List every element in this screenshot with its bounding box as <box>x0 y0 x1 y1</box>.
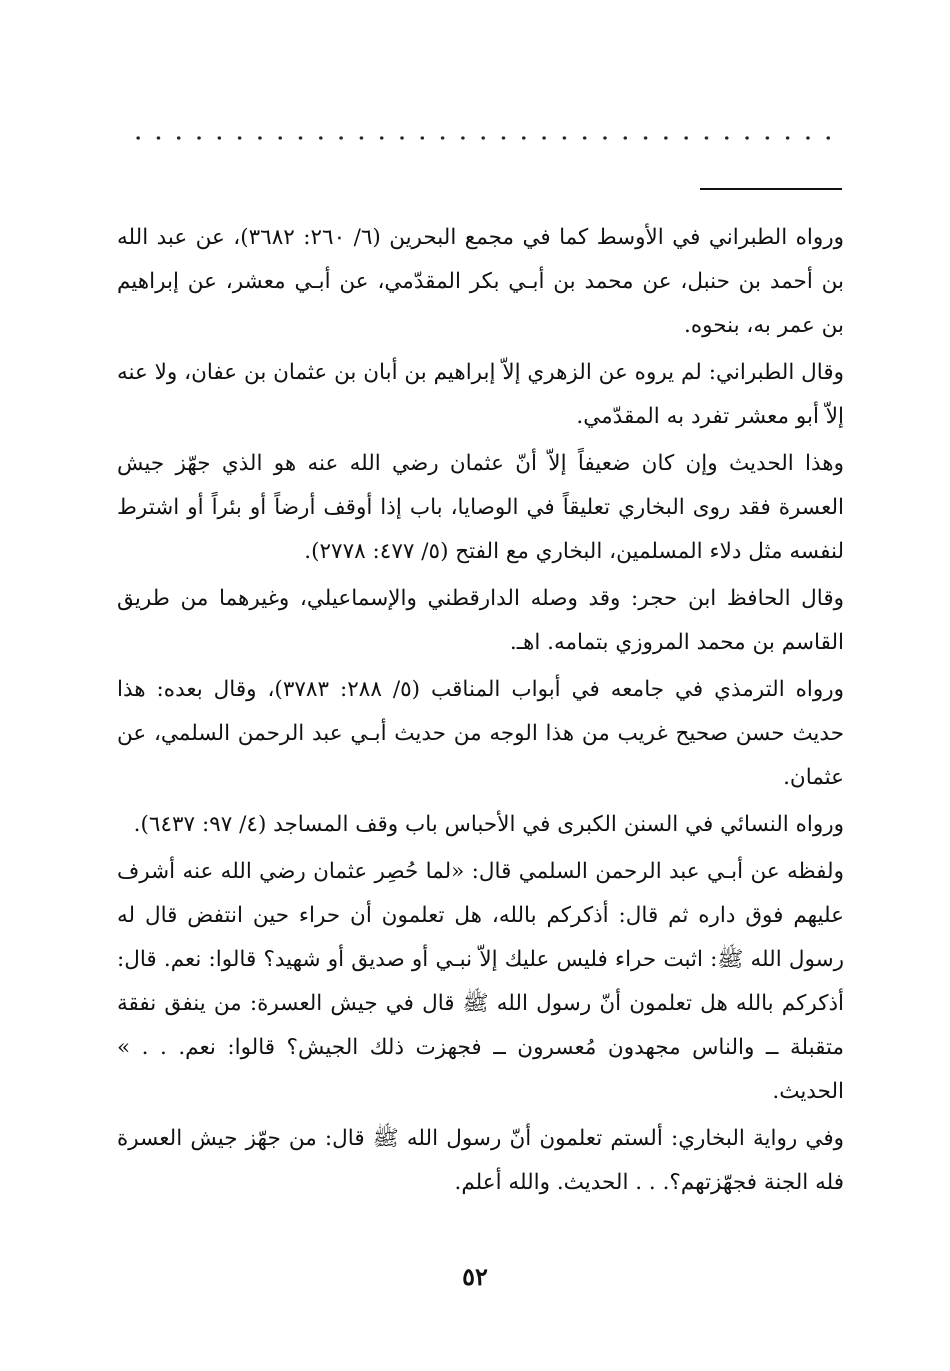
page-number: ٥٢ <box>462 1262 488 1291</box>
paragraph-5: ورواه الترمذي في جامعه في أبواب المناقب (٥/ ٢٨٨: ٣٧٨٣)، وقال بعده: هذا حديث حسن صحيح غريب من هذا الوجه من حديث أبـي عبد الرحمن السلمي، عن عثمان. <box>117 677 845 790</box>
paragraph-7: ولفظه عن أبـي عبد الرحمن السلمي قال: «لما حُصِر عثمان رضي الله عنه أشرف عليهم فوق داره ثم قال: أذكركم بالله، هل تعلمون أن حراء حين انتفض قال له رسول الله ﷺ: اثبت حراء فليس عليك إلاّ نبـي أو صديق أو شهيد؟ قالوا: نعم. قال: أذكركم بالله هل تعلمون أنّ رسول الله ﷺ قال في جيش العسرة: من ينفق نفقة متقبلة ــ والناس مجهدون مُعسرون ــ فجهزت ذلك الجيش؟ قالوا: نعم. . . » الحديث. <box>117 859 844 1104</box>
paragraph-6: ورواه النسائي في السنن الكبرى في الأحباس باب وقف المساجد (٤/ ٩٧: ٦٤٣٧). <box>133 812 844 837</box>
footnote-rule <box>700 188 842 190</box>
dotted-separator <box>128 136 838 140</box>
paragraph-8: وفي رواية البخاري: ألستم تعلمون أنّ رسول الله ﷺ قال: من جهّز جيش العسرة فله الجنة فجهّزتهم؟. . . الحديث. والله أعلم. <box>117 1126 844 1195</box>
paragraph-2: وقال الطبراني: لم يروه عن الزهري إلاّ إبراهيم بن أبان بن عثمان بن عفان، ولا عنه إلاّ أبو معشر تفرد به المقدّمي. <box>116 360 844 429</box>
footnote-body <box>117 216 844 1208</box>
paragraph-1: ورواه الطبراني في الأوسط كما في مجمع البحرين (٦/ ٢٦٠: ٣٦٨٢)، عن عبد الله بن أحمد بن حنبل، عن محمد بن أبـي بكر المقدّمي، عن أبـي معشر، عن إبراهيم بن عمر به، بنحوه. <box>117 225 845 338</box>
paragraph-3: وهذا الحديث وإن كان ضعيفاً إلاّ أنّ عثمان رضي الله عنه هو الذي جهّز جيش العسرة فقد روى البخاري تعليقاً في الوصايا، باب إذا أوقف أرضاً أو بئراً أو اشترط لنفسه مثل دلاء المسلمين، البخاري مع الفتح (٥/ ٤٧٧: ٢٧٧٨). <box>117 451 844 564</box>
paragraph-4: وقال الحافظ ابن حجر: وقد وصله الدارقطني والإسماعيلي، وغيرهما من طريق القاسم بن محمد المروزي بتمامه. اهـ. <box>117 586 844 655</box>
